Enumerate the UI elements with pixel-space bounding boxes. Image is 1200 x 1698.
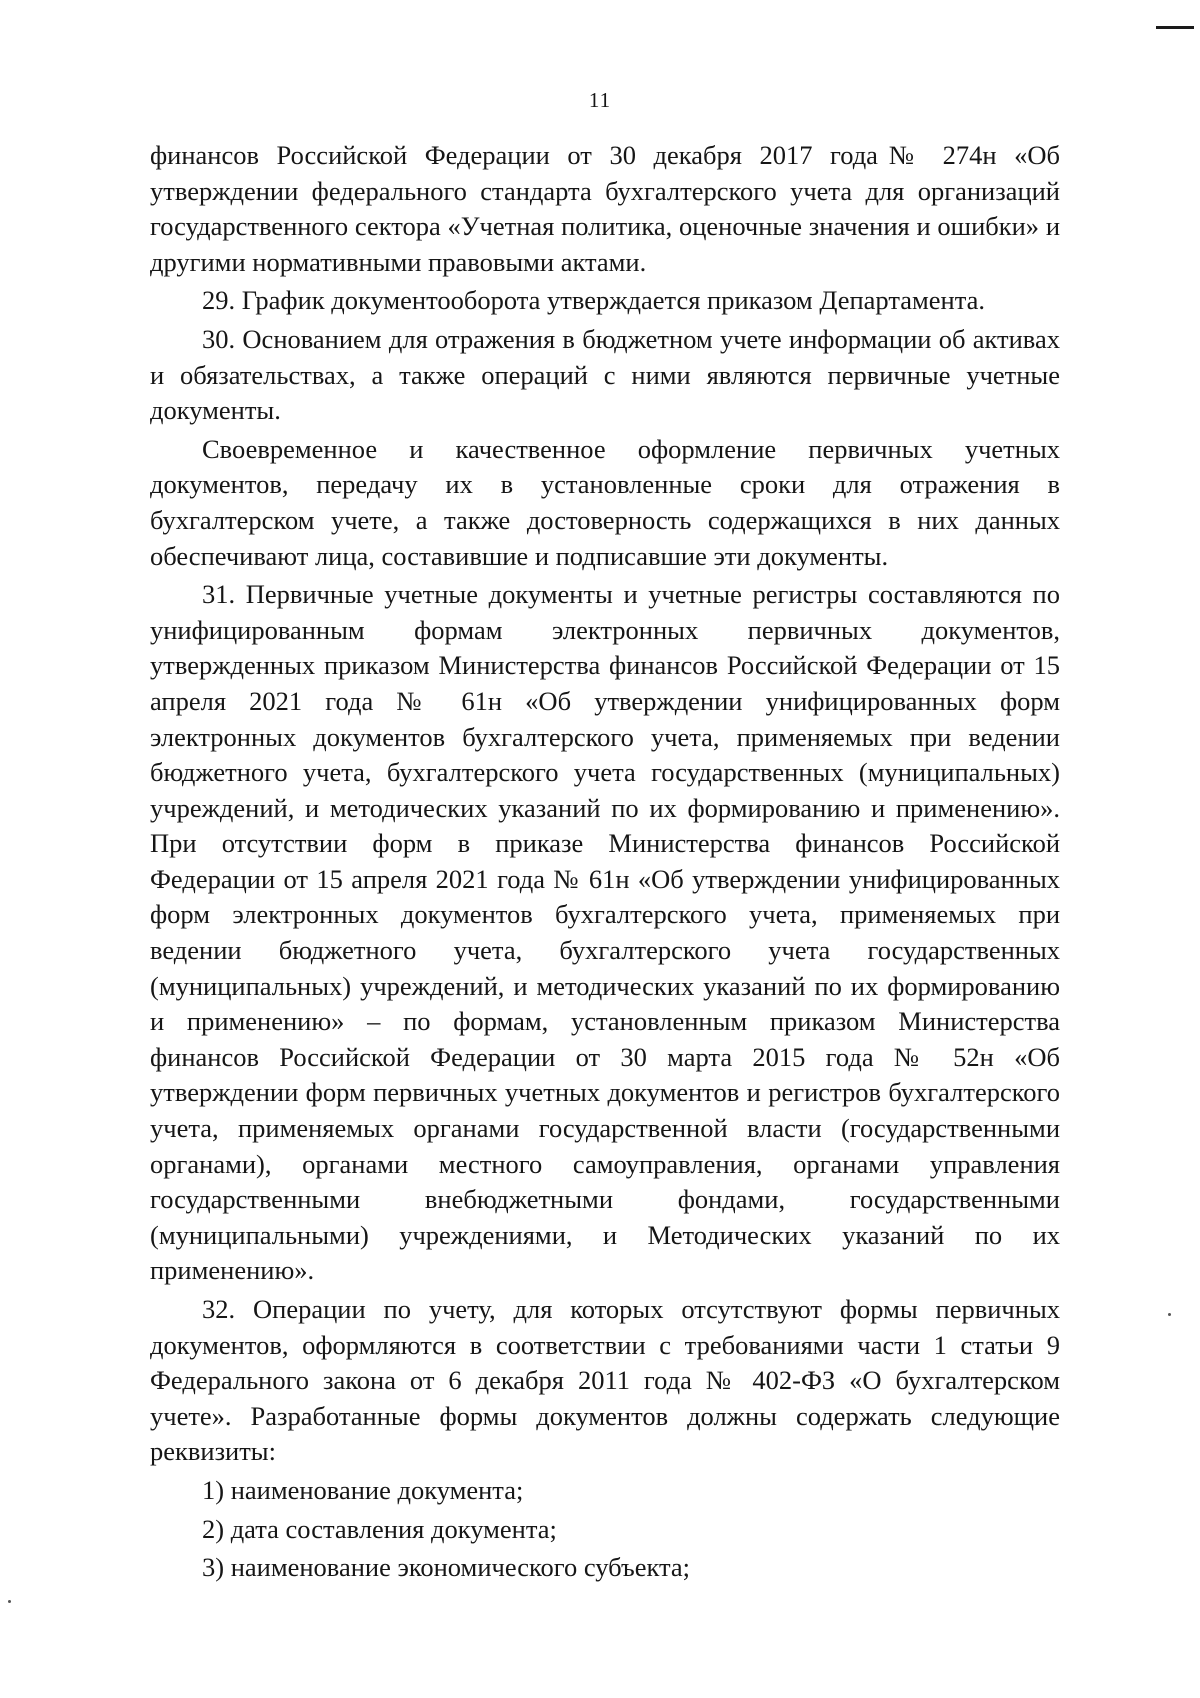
- document-body: [150, 138, 1060, 1589]
- paragraph-continuation: финансов Российской Федерации от 30 декабря 2017 года№ 274н «Об утверждении федерального стандарта бухгалтерского учета для организаций государственного сектора «Учетная политика, оценочные значения и ошибки» и другими нормативными правовыми актами.: [150, 140, 1060, 277]
- list-item: 3) наименование экономического субъекта;: [202, 1552, 691, 1583]
- paragraph-30-continued: Своевременное и качественное оформление первичных учетных документов, передачу их в установленные сроки для отражения в бухгалтерском учете, а также достоверность содержащихся в них данных обеспечивают лица, составившие и подписавшие эти документы.: [150, 433, 1060, 571]
- page-number: 11: [588, 88, 612, 112]
- paragraph-31: 31. Первичные учетные документы и учетные регистры составляются по унифицированным формам электронных первичных документов, утвержденных приказом Министерства финансов Российской Федерации от 15 апреля 2021 года № 61н «Об утверждении унифицированных форм электронных документов бухгалтерского учета, применяемых при ведении бюджетного учета, бухгалтерского учета государственных (муниципальных) учреждений, и методических указаний по их формированию и применению». При отсутствии форм в приказе Министерства финансов Российской Федерации от 15 апреля 2021 года № 61н «Об утверждении унифицированных форм электронных документов бухгалтерского учета, применяемых при ведении бюджетного учета, бухгалтерского учета государственных (муниципальных) учреждений, и методических указаний по их формированию и применению» – по формам, установленным приказом Министерства финансов Российской Федерации от 30 марта 2015 года № 52н «Об утверждении форм первичных учетных документов и регистров бухгалтерского учета, применяемых органами государственной власти (государственными органами), органами местного самоуправления, органами управления государственными внебюджетными фондами, государственными (муниципальными) учреждениями, и Методических указаний по их применению».: [150, 579, 1060, 1286]
- scan-speck: [8, 1600, 11, 1603]
- list-item: 1) наименование документа;: [202, 1474, 524, 1505]
- paragraph-29: 29. График документооборота утверждается приказом Департамента.: [202, 285, 985, 316]
- paragraph-30: 30. Основанием для отражения в бюджетном учете информации об активах и обязательствах, а также операций с ними являются первичные учетные документы.: [150, 323, 1060, 426]
- list-item: 2) дата составления документа;: [202, 1513, 557, 1544]
- scan-edge-mark: [1156, 26, 1194, 29]
- paragraph-32: 32. Операции по учету, для которых отсутствуют формы первичных документов, оформляются в соответствии с требованиями части 1 статьи 9 Федерального закона от 6 декабря 2011 года № 402-ФЗ «О бухгалтерском учете». Разработанные формы документов должны содержать следующие реквизиты:: [150, 1294, 1060, 1467]
- scan-speck: [1168, 1313, 1171, 1316]
